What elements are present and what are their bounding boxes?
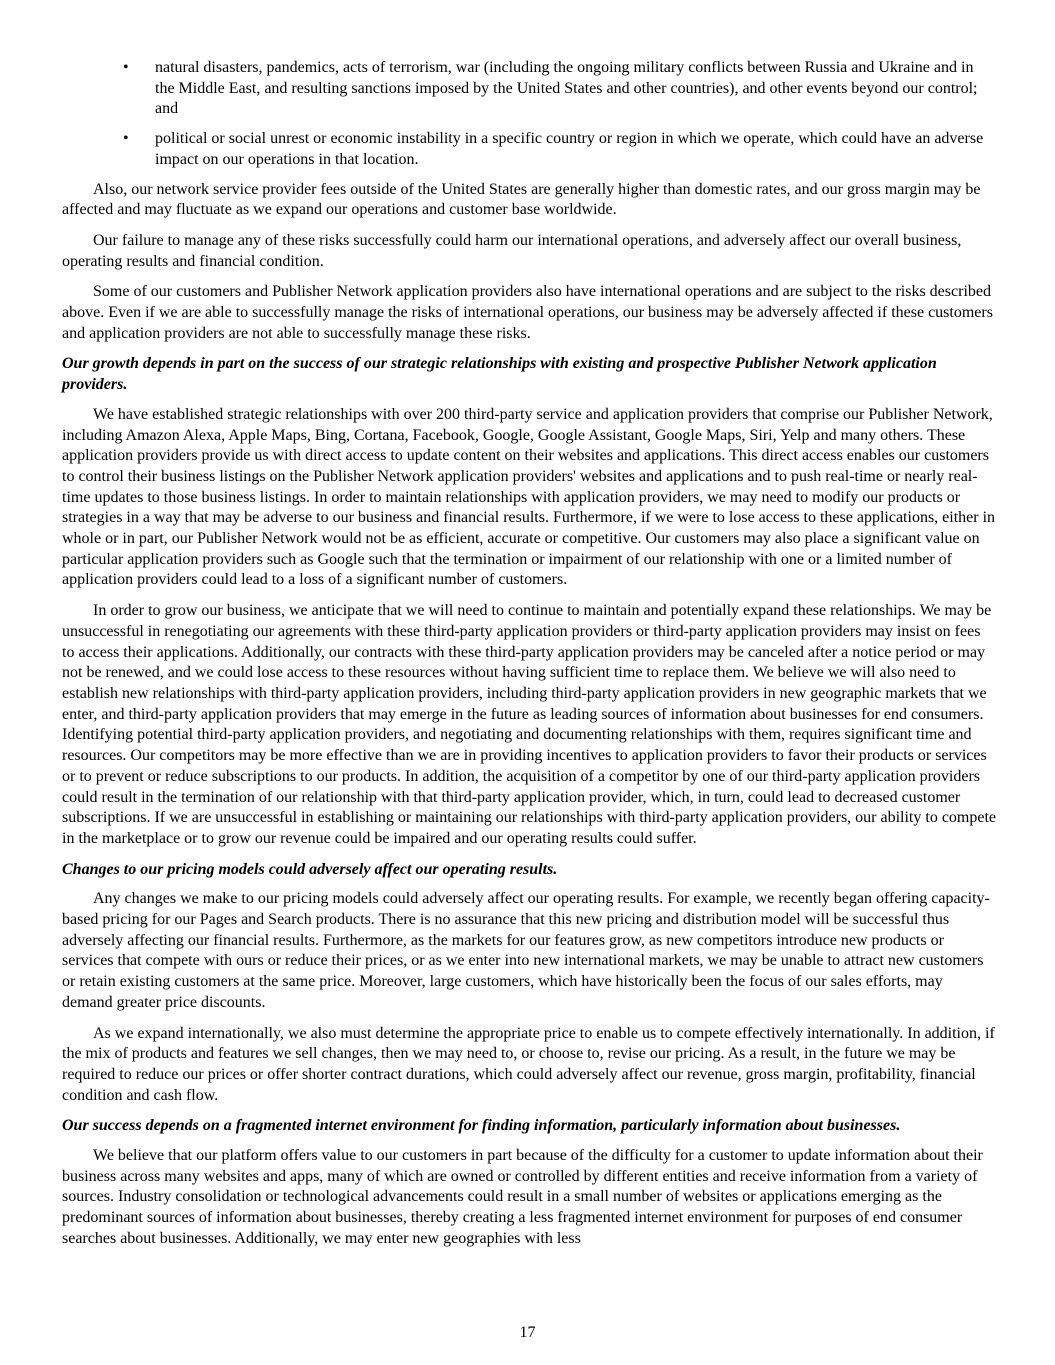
risk-bullet-list	[62, 58, 996, 171]
paragraph-platform-value: We believe that our platform offers value to our customers in part because of the difficulty for a customer to update information about their business across many websites and apps, many of which are owned or controlled by different entities and receive information from a variety of sources. Industry consolidation or technological advancements could result in a small number of websites or applications emerging as the predominant sources of information about businesses, thereby creating a less fragmented internet environment for purposes of end consumer searches about businesses. Additionally, we may enter new geographies with less	[62, 1147, 983, 1247]
paragraph-grow-business: In order to grow our business, we anticipate that we will need to continue to maintain and potentially expand these relationships. We may be unsuccessful in renegotiating our agreements with these third-party application providers or third-party application providers may insist on fees to access their applications. Additionally, our contracts with these third-party application providers may be canceled after a notice period or may not be renewed, and we could lose access to these resources without having sufficient time to replace them. We believe we will also need to establish new relationships with third-party application providers, including third-party application providers in new geographic markets that we enter, and third-party application providers that may emerge in the future as leading sources of information about businesses for end consumers. Identifying potential third-party application providers, and negotiating and documenting relationships with them, requires significant time and resources. Our competitors may be more effective than we are in providing incentives to application providers to favor their products or services or to prevent or reduce subscriptions to our products. In addition, the acquisition of a competitor by one of our third-party application providers could result in the termination of our relationship with that third-party application provider, which, in turn, could lead to decreased customer subscriptions. If we are unsuccessful in establishing or maintaining our relationships with third-party application providers, our ability to compete in the marketplace or to grow our revenue could be impaired and our operating results could suffer.	[62, 602, 997, 847]
paragraph-failure-to-manage: Our failure to manage any of these risks successfully could harm our international operations, and adversely affect our overall business, operating results and financial condition.	[62, 231, 962, 270]
bullet-item	[62, 129, 996, 170]
document-page	[62, 58, 996, 1260]
paragraph-international-pricing: As we expand internationally, we also must determine the appropriate price to enable us to compete effectively internationally. In addition, if the mix of products and features we sell changes, then we may need to, or choose to, revise our pricing. As a result, in the future we may be required to reduce our prices or offer shorter contract durations, which could adversely affect our revenue, gross margin, profitability, financial condition and cash flow.	[62, 1024, 995, 1104]
paragraph-publisher-network: We have established strategic relationships with over 200 third-party service and application providers that comprise our Publisher Network, including Amazon Alexa, Apple Maps, Bing, Cortana, Facebook, Google, Google Assistant, Google Maps, Siri, Yelp and many others. These application providers provide us with direct access to update content on their websites and applications. This direct access enables our customers to control their business listings on the Publisher Network application providers' websites and applications and to push real-time or nearly real-time updates to those business listings. In order to maintain relationships with application providers, we may need to modify our products or strategies in a way that may be adverse to our business and financial results. Furthermore, if we were to lose access to these applications, either in whole or in part, our Publisher Network would not be as efficient, accurate or competitive. Our customers may also place a significant value on particular application providers such as Google such that the termination or impairment of our relationship with one or a limited number of application providers could lead to a loss of a significant number of customers.	[62, 405, 996, 589]
section-heading-strategic-relationships: Our growth depends in part on the success of our strategic relationships with existing and prospective Publisher Network application providers.	[62, 355, 937, 394]
paragraph-customer-international: Some of our customers and Publisher Network application providers also have international operations and are subject to the risks described above. Even if we are able to successfully manage the risks of international operations, our business may be adversely affected if these customers and application providers are not able to successfully manage these risks.	[62, 283, 993, 342]
bullet-icon: •	[123, 130, 129, 148]
section-heading-pricing-models: Changes to our pricing models could adversely affect our operating results.	[62, 860, 558, 878]
paragraph-pricing-changes: Any changes we make to our pricing models could adversely affect our operating results. For example, we recently began offering capacity-based pricing for our Pages and Search products. There is no assurance that this new pricing and distribution model will be successful thus adversely affecting our financial results. Furthermore, as the markets for our features grow, as new competitors introduce new products or services that compete with ours or reduce their prices, or as we enter into new international markets, we may be unable to attract new customers or retain existing customers at the same price. Moreover, large customers, which have historically been the focus of our sales efforts, may demand greater price discounts.	[62, 890, 990, 1011]
bullet-text: political or social unrest or economic instability in a specific country or region in which we operate, which could have an adverse impact on our operations in that location.	[155, 130, 984, 168]
bullet-item	[62, 58, 996, 120]
bullet-text: natural disasters, pandemics, acts of terrorism, war (including the ongoing military conflicts between Russia and Ukraine and in the Middle East, and resulting sanctions imposed by the United States and other countries), and other events beyond our control; and	[155, 59, 978, 118]
bullet-icon: •	[123, 59, 129, 76]
section-heading-fragmented-internet: Our success depends on a fragmented internet environment for finding information, particularly information about businesses.	[62, 1117, 901, 1135]
page-number: 17	[519, 1324, 536, 1341]
paragraph-network-fees: Also, our network service provider fees outside of the United States are generally higher than domestic rates, and our gross margin may be affected and may fluctuate as we expand our operations and customer base worldwide.	[62, 180, 981, 219]
